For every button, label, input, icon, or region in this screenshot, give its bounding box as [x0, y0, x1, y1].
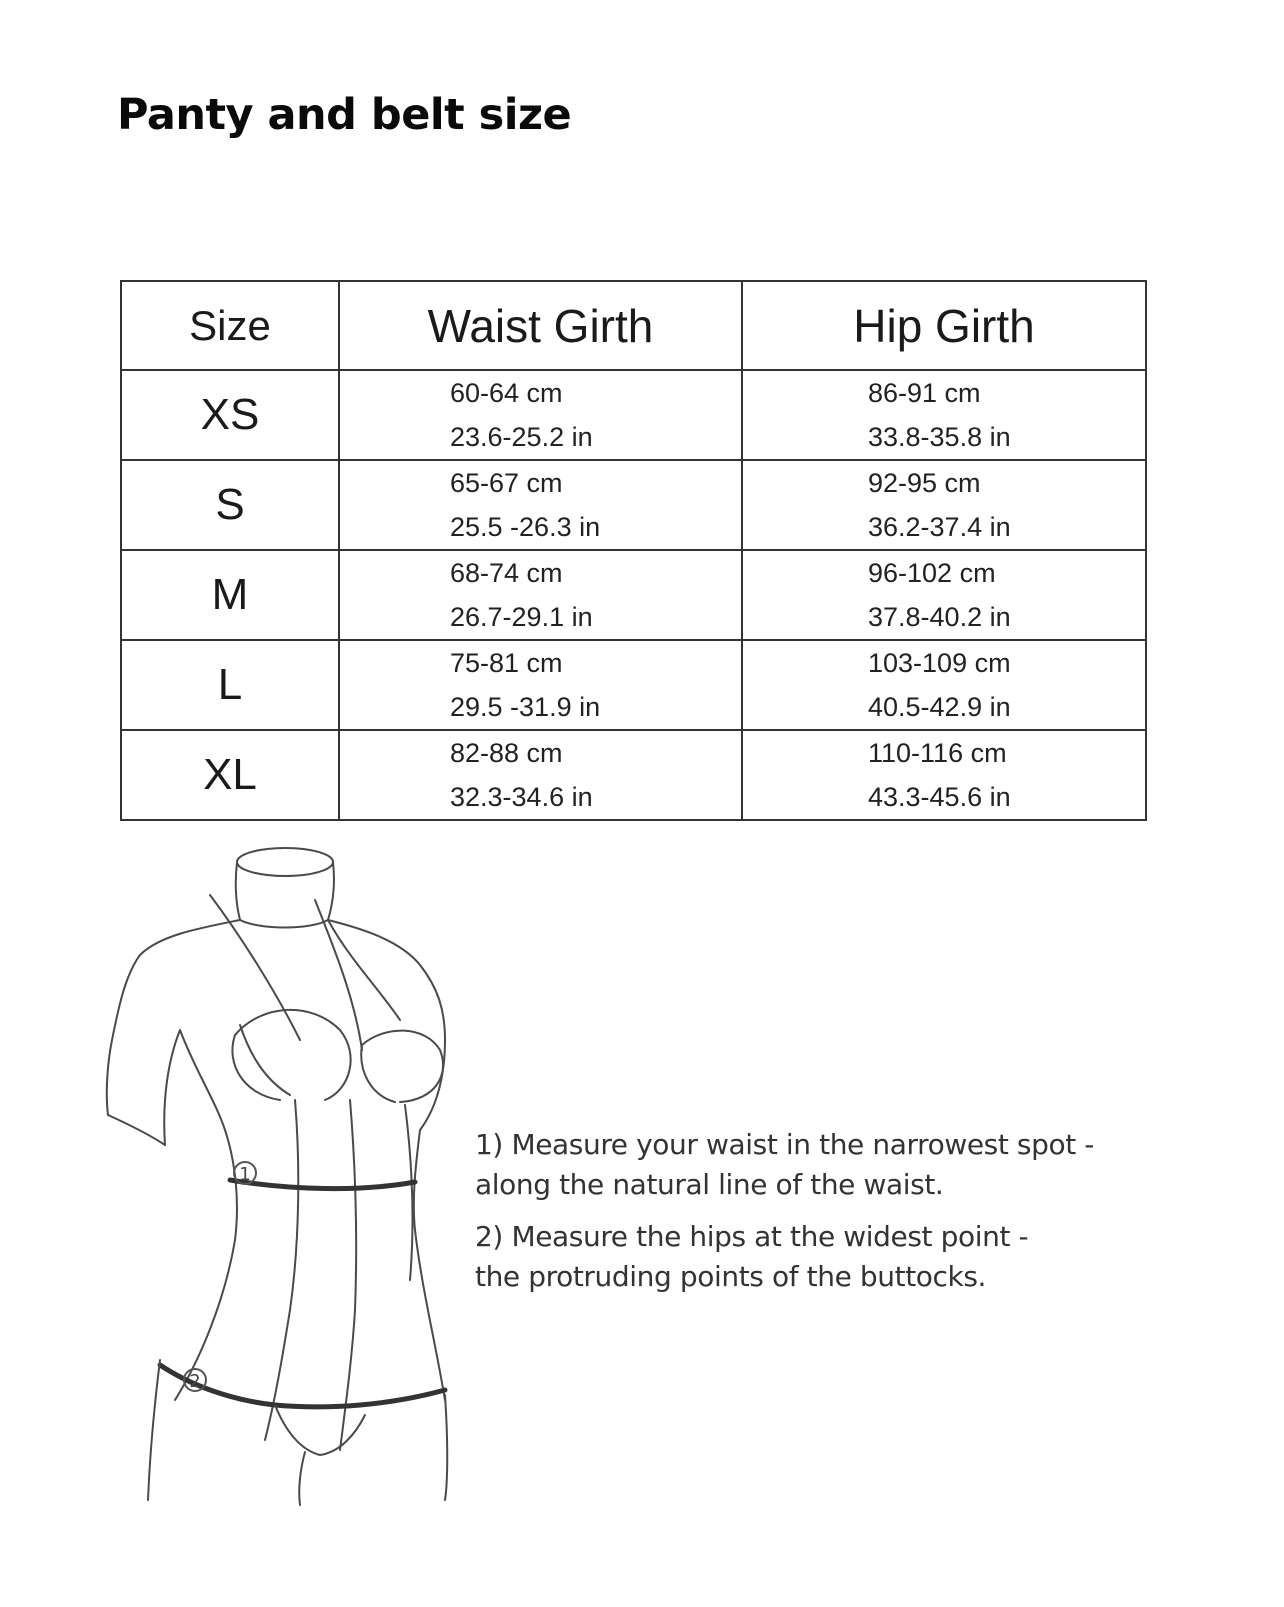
waist-cell — [339, 640, 742, 730]
waist-cm: 82-88 cm — [450, 738, 563, 768]
header-hip-girth: Hip Girth — [742, 281, 1146, 370]
header-waist-girth: Waist Girth — [339, 281, 742, 370]
size-chart-table — [120, 280, 1147, 821]
hip-marker-label: 2 — [189, 1371, 201, 1392]
table-row — [121, 730, 1146, 820]
hip-cm: 96-102 cm — [868, 558, 996, 588]
table-row — [121, 550, 1146, 640]
measurement-instructions — [475, 1125, 1195, 1309]
waist-in: 25.5 -26.3 in — [450, 512, 601, 542]
hip-cell — [742, 370, 1146, 460]
size-label: M — [121, 550, 339, 640]
table-row — [121, 370, 1146, 460]
hip-cm: 103-109 cm — [868, 648, 1011, 678]
instruction-waist — [475, 1125, 1195, 1205]
waist-cm: 68-74 cm — [450, 558, 563, 588]
instruction-waist-line2: along the natural line of the waist. — [475, 1168, 944, 1201]
instruction-hips-line2: the protruding points of the buttocks. — [475, 1260, 987, 1293]
page-title: Panty and belt size — [117, 90, 572, 140]
instruction-waist-line1: 1) Measure your waist in the narrowest spot - — [475, 1128, 1095, 1161]
hip-in: 33.8-35.8 in — [868, 422, 1011, 452]
hip-cell — [742, 550, 1146, 640]
size-label: XS — [121, 370, 339, 460]
waist-in: 23.6-25.2 in — [450, 422, 593, 452]
size-label: XL — [121, 730, 339, 820]
instruction-hips — [475, 1217, 1195, 1297]
waist-in: 29.5 -31.9 in — [450, 692, 601, 722]
waist-cell — [339, 460, 742, 550]
waist-cm: 65-67 cm — [450, 468, 563, 498]
hip-cell — [742, 460, 1146, 550]
instruction-hips-line1: 2) Measure the hips at the widest point - — [475, 1220, 1029, 1253]
waist-marker-label: 1 — [239, 1164, 251, 1185]
waist-cm: 75-81 cm — [450, 648, 563, 678]
hip-cell — [742, 730, 1146, 820]
hip-cell — [742, 640, 1146, 730]
waist-cell — [339, 370, 742, 460]
size-label: S — [121, 460, 339, 550]
hip-cm: 86-91 cm — [868, 378, 981, 408]
torso-mannequin-illustration — [100, 840, 480, 1540]
torso-mannequin-icon — [100, 840, 480, 1540]
hip-cm: 110-116 cm — [868, 738, 1007, 768]
waist-cm: 60-64 cm — [450, 378, 563, 408]
waist-cell — [339, 730, 742, 820]
waist-in: 26.7-29.1 in — [450, 602, 593, 632]
table-row — [121, 640, 1146, 730]
header-size: Size — [121, 281, 339, 370]
hip-in: 37.8-40.2 in — [868, 602, 1011, 632]
waist-in: 32.3-34.6 in — [450, 782, 593, 812]
hip-in: 43.3-45.6 in — [868, 782, 1011, 812]
hip-cm: 92-95 cm — [868, 468, 981, 498]
size-label: L — [121, 640, 339, 730]
hip-in: 36.2-37.4 in — [868, 512, 1011, 542]
table-header-row — [121, 281, 1146, 370]
table-row — [121, 460, 1146, 550]
waist-cell — [339, 550, 742, 640]
hip-in: 40.5-42.9 in — [868, 692, 1011, 722]
